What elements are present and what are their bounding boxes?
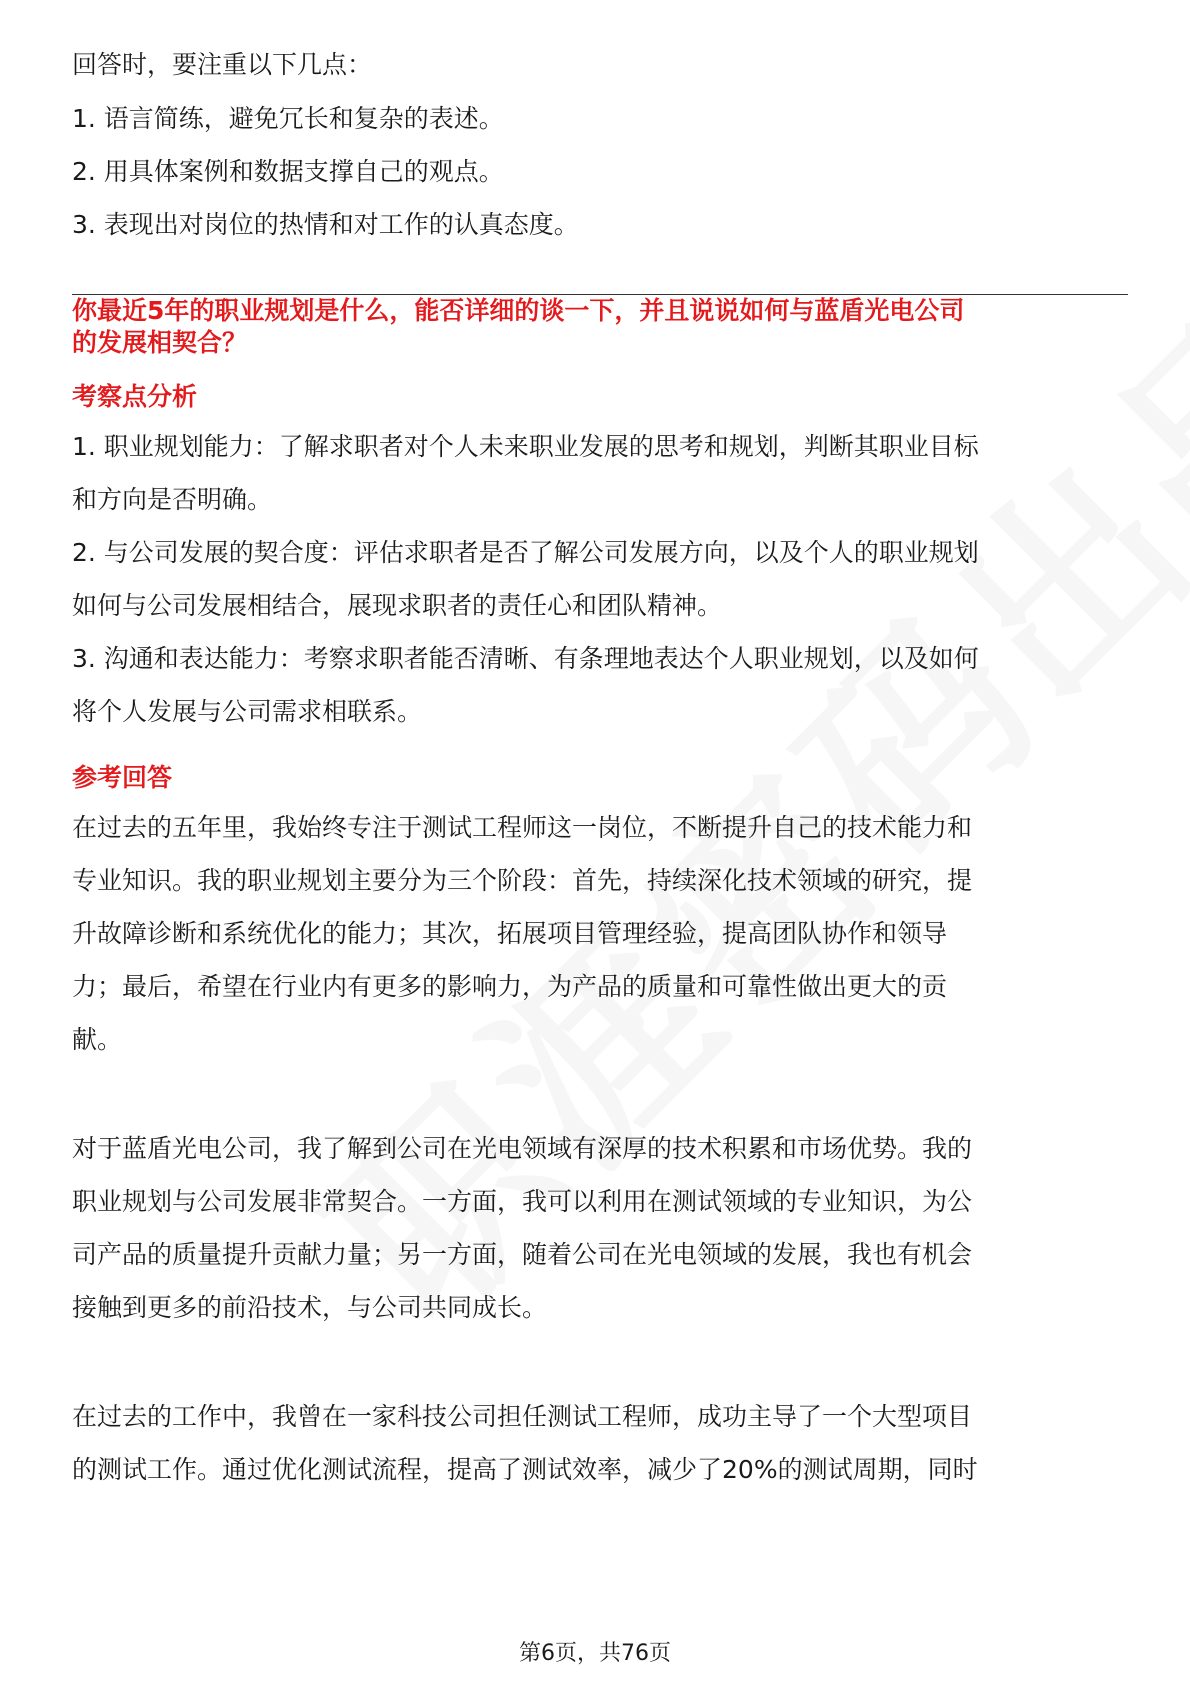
answer-line: 接触到更多的前沿技术，与公司共同成长。 — [72, 1293, 548, 1322]
intro-point: 1. 语言简练，避免冗长和复杂的表述。 — [72, 104, 504, 133]
intro-point: 2. 用具体案例和数据支撑自己的观点。 — [72, 157, 504, 186]
answer-line: 对于蓝盾光电公司，我了解到公司在光电领域有深厚的技术积累和市场优势。我的 — [72, 1134, 973, 1163]
answer-line: 职业规划与公司发展非常契合。一方面，我可以利用在测试领域的专业知识，为公 — [72, 1187, 973, 1216]
analysis-line: 3. 沟通和表达能力：考察求职者能否清晰、有条理地表达个人职业规划，以及如何 — [72, 644, 979, 673]
answer-line: 司产品的质量提升贡献力量；另一方面，随着公司在光电领域的发展，我也有机会 — [72, 1240, 973, 1269]
analysis-line: 1. 职业规划能力：了解求职者对个人未来职业发展的思考和规划，判断其职业目标 — [72, 432, 979, 461]
answer-line: 献。 — [72, 1025, 123, 1054]
question-title: 的发展相契合？ — [72, 328, 248, 357]
answer-line: 力；最后，希望在行业内有更多的影响力，为产品的质量和可靠性做出更大的贡 — [72, 972, 948, 1001]
page-number: 第6页，共76页 — [519, 1641, 671, 1666]
analysis-line: 和方向是否明确。 — [72, 485, 273, 514]
question-title: 你最近5年的职业规划是什么，能否详细的谈一下，并且说说如何与蓝盾光电公司 — [72, 296, 965, 325]
answer-line: 在过去的五年里，我始终专注于测试工程师这一岗位，不断提升自己的技术能力和 — [72, 813, 973, 842]
answer-line: 升故障诊断和系统优化的能力；其次，拓展项目管理经验，提高团队协作和领导 — [72, 919, 948, 948]
analysis-line: 将个人发展与公司需求相联系。 — [72, 697, 423, 726]
answer-title: 参考回答 — [72, 763, 173, 792]
answer-line: 的测试工作。通过优化测试流程，提高了测试效率，减少了20%的测试周期，同时 — [72, 1455, 978, 1484]
divider — [72, 294, 1128, 295]
analysis-line: 如何与公司发展相结合，展现求职者的责任心和团队精神。 — [72, 591, 723, 620]
analysis-line: 2. 与公司发展的契合度：评估求职者是否了解公司发展方向，以及个人的职业规划 — [72, 538, 979, 567]
answer-line: 专业知识。我的职业规划主要分为三个阶段：首先，持续深化技术领域的研究，提 — [72, 866, 973, 895]
answer-line: 在过去的工作中，我曾在一家科技公司担任测试工程师，成功主导了一个大型项目 — [72, 1402, 973, 1431]
intro-point: 3. 表现出对岗位的热情和对工作的认真态度。 — [72, 210, 579, 239]
analysis-title: 考察点分析 — [72, 382, 198, 411]
intro-heading: 回答时，要注重以下几点： — [72, 50, 373, 79]
